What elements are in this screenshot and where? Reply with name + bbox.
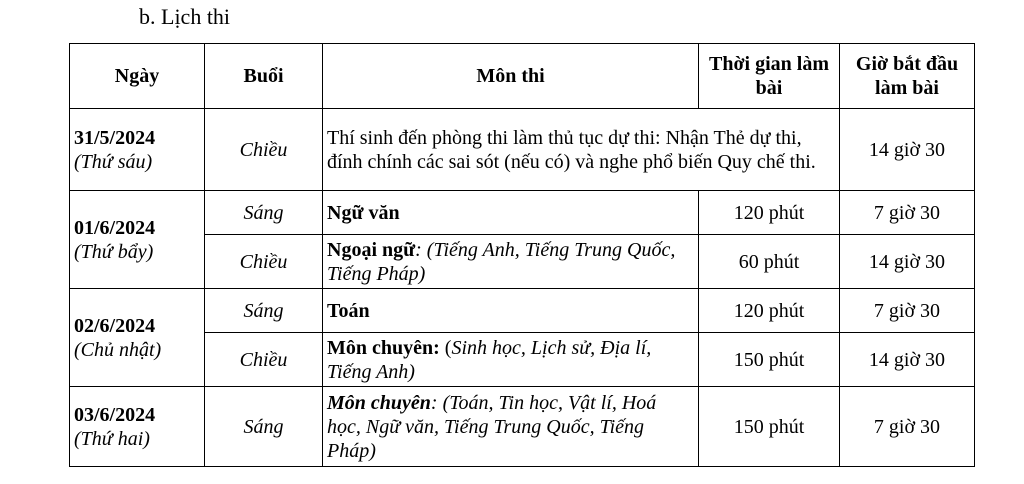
session: Sáng (243, 201, 284, 224)
table-row (70, 235, 975, 289)
subject-cell (323, 235, 699, 289)
date-cell (70, 191, 205, 289)
duration-cell: 60 phút (699, 235, 840, 289)
session-cell (205, 109, 323, 191)
session: Sáng (243, 415, 284, 438)
weekday: (Thứ sáu) (74, 150, 153, 173)
subject-name: Môn chuyên: (327, 336, 440, 359)
subject-cell (323, 387, 699, 467)
session-cell (205, 387, 323, 467)
header-duration: Thời gian làm bài (699, 44, 840, 109)
start-cell: 14 giờ 30 (840, 333, 975, 387)
start-cell: 7 giờ 30 (840, 289, 975, 333)
date-cell (70, 109, 205, 191)
session: Sáng (243, 299, 284, 322)
header-session: Buổi (205, 44, 323, 109)
weekday: (Thứ bẩy) (74, 240, 154, 263)
table-row (70, 289, 975, 333)
subject-detail: Sinh học, Lịch sử, Địa lí, Tiếng Anh) (327, 336, 652, 383)
table-row (70, 109, 975, 191)
start-cell: 14 giờ 30 (840, 109, 975, 191)
table-header-row (70, 44, 975, 109)
header-start-time: Giờ bắt đầu làm bài (840, 44, 975, 109)
weekday: (Thứ hai) (74, 427, 150, 450)
subject-name: Môn chuyên (327, 391, 431, 414)
date-cell (70, 387, 205, 467)
table-row (70, 387, 975, 467)
date: 31/5/2024 (74, 126, 156, 149)
duration-cell: 120 phút (699, 289, 840, 333)
weekday: (Chủ nhật) (74, 338, 162, 361)
duration-cell: 150 phút (699, 387, 840, 467)
subject-cell: Thí sinh đến phòng thi làm thủ tục dự thi: Nhận Thẻ dự thi, đính chính các sai sót (nếu có) và nghe phổ biến Quy chế thi. (323, 109, 840, 191)
table-row (70, 333, 975, 387)
session-cell (205, 235, 323, 289)
subject-name: Toán (327, 299, 370, 322)
subject-name: Ngoại ngữ (327, 238, 416, 261)
date-cell (70, 289, 205, 387)
start-cell: 7 giờ 30 (840, 191, 975, 235)
header-day: Ngày (70, 44, 205, 109)
start-cell: 14 giờ 30 (840, 235, 975, 289)
date: 01/6/2024 (74, 216, 156, 239)
subject-name: Ngữ văn (327, 201, 400, 224)
date: 02/6/2024 (74, 314, 156, 337)
start-cell: 7 giờ 30 (840, 387, 975, 467)
duration-cell: 150 phút (699, 333, 840, 387)
session: Chiều (239, 348, 288, 371)
table-row (70, 191, 975, 235)
subject-cell (323, 333, 699, 387)
session-cell (205, 289, 323, 333)
session-cell (205, 333, 323, 387)
subject-detail: : (Tiếng Anh, Tiếng Trung Quốc, Tiếng Pháp) (327, 238, 676, 285)
exam-schedule-table (69, 43, 975, 467)
header-subject: Môn thi (323, 44, 699, 109)
subject-paren: ( (439, 336, 452, 359)
subject-cell (323, 289, 699, 333)
session: Chiều (239, 250, 288, 273)
date: 03/6/2024 (74, 403, 156, 426)
section-heading: b. Lịch thi (139, 4, 231, 29)
session-cell (205, 191, 323, 235)
subject-cell (323, 191, 699, 235)
duration-cell: 120 phút (699, 191, 840, 235)
subject-detail: : (Toán, Tin học, Vật lí, Hoá học, Ngữ văn, Tiếng Trung Quốc, Tiếng Pháp) (327, 391, 657, 462)
session: Chiều (239, 138, 288, 161)
